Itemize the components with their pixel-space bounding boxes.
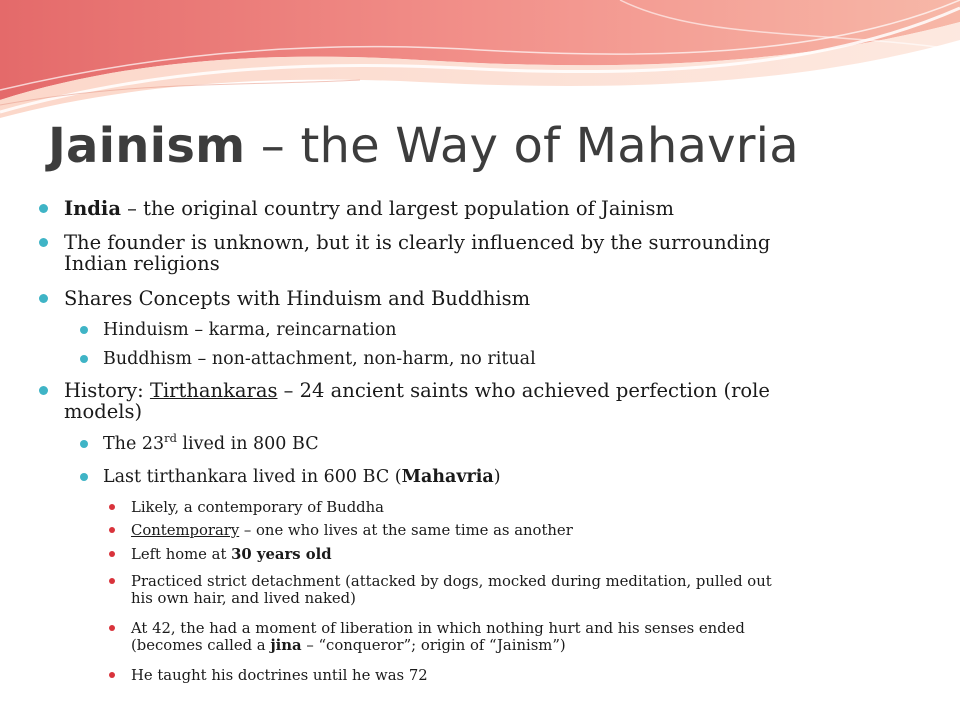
bullet-text-line1: Practiced strict detachment (attacked by dogs, mocked during meditation, pulled out (131, 573, 772, 590)
bullet-text: – the original country and largest population of Jainism (120, 197, 674, 220)
bullet-dot (109, 551, 115, 557)
bullet-dot (39, 204, 48, 213)
bold-term: jina (270, 637, 302, 654)
subbullet-last-tirthankara (103, 467, 903, 487)
decorative-wave-banner (0, 0, 960, 130)
title-rest: – the Way of Mahavria (245, 118, 799, 174)
bullet-text: He taught his doctrines until he was 72 (131, 667, 428, 684)
subsubbullet-contemporary-buddha (131, 499, 911, 516)
bullet-dot (109, 527, 115, 533)
subsubbullet-liberation (131, 620, 911, 654)
bullet-shared-concepts (64, 288, 904, 309)
bullet-dot (109, 504, 115, 510)
bullet-dot (39, 386, 48, 395)
subbullet-buddhism (103, 349, 903, 369)
bullet-history (64, 380, 904, 422)
title-bold: Jainism (48, 118, 246, 174)
bullet-text: (becomes called a (131, 637, 271, 654)
bullet-text: ) (493, 467, 501, 487)
bullet-dot (109, 625, 115, 631)
subsubbullet-taught (131, 667, 911, 684)
subsubbullet-contemporary-def (131, 522, 911, 539)
bullet-text-line2: models) (64, 400, 143, 423)
bullet-dot (80, 440, 88, 448)
subsubbullet-left-home (131, 546, 911, 563)
bullet-dot (80, 326, 88, 334)
slide-title (48, 118, 799, 174)
underlined-term: Contemporary (131, 522, 240, 539)
bold-term: India (64, 197, 121, 220)
bold-term: 30 years old (231, 546, 332, 563)
bullet-text: – 24 ancient saints who achieved perfection (role (277, 379, 770, 402)
bullet-text: Likely, a contemporary of Buddha (131, 499, 384, 516)
bullet-text: Left home at (131, 546, 232, 563)
subbullet-23rd (103, 431, 903, 454)
bullet-text: – “conqueror”; origin of “Jainism”) (301, 637, 566, 654)
bullet-india (64, 198, 904, 219)
bullet-dot (39, 294, 48, 303)
bullet-text: – one who lives at the same time as another (239, 522, 573, 539)
bold-term: Mahavria (401, 467, 494, 487)
bullet-dot (80, 355, 88, 363)
bullet-text: lived in 800 BC (176, 434, 319, 454)
bullet-dot (109, 578, 115, 584)
underlined-term: Tirthankaras (149, 379, 278, 402)
bullet-text: Last tirthankara lived in 600 BC ( (103, 467, 402, 487)
bullet-text: The 23 (103, 434, 165, 454)
bullet-founder (64, 232, 904, 274)
bullet-text: History: (64, 379, 150, 402)
bullet-text-line1: At 42, the had a moment of liberation in which nothing hurt and his senses ended (131, 620, 745, 637)
bullet-dot (39, 238, 48, 247)
bullet-text: Hinduism – karma, reincarnation (103, 320, 397, 340)
bullet-text-line2: Indian religions (64, 252, 220, 275)
bullet-text: Shares Concepts with Hinduism and Buddhism (64, 287, 531, 310)
bullet-text-line2: his own hair, and lived naked) (131, 590, 356, 607)
bullet-dot (109, 672, 115, 678)
subsubbullet-detachment (131, 573, 911, 607)
bullet-text: Buddhism – non-attachment, non-harm, no ritual (103, 349, 536, 369)
bullet-dot (80, 473, 88, 481)
bullet-text-line1: The founder is unknown, but it is clearly influenced by the surrounding (64, 231, 771, 254)
ordinal-superscript: rd (164, 431, 177, 446)
subbullet-hinduism (103, 320, 903, 340)
